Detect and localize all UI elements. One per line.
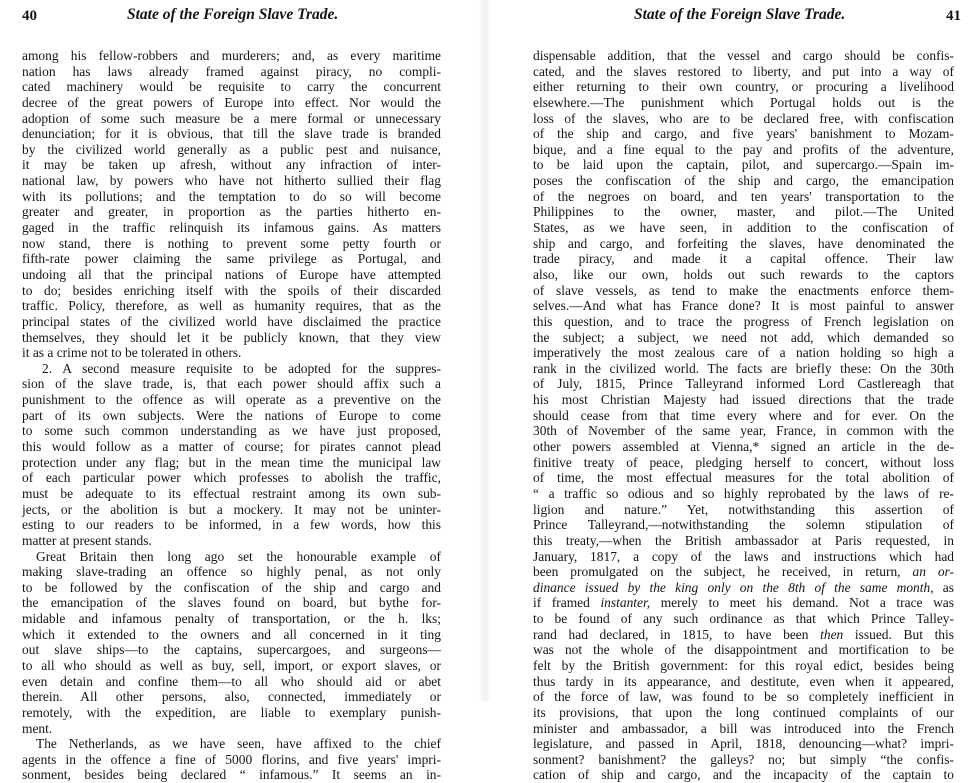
right-page-header [500, 6, 980, 30]
text-line-with-italic [533, 595, 954, 611]
text-line: remotely, with the expedition, are liable to exemplary punish- [22, 704, 441, 720]
text-line: principal states of the civilized world have disclaimed the practice [22, 313, 441, 329]
text-line-with-italic [533, 564, 954, 580]
text-line: of the negroes on board, and ten years' transportation to the [533, 188, 954, 204]
text-line: denunciation; for it is obvious, that till the slave trade is branded [22, 126, 441, 142]
text-line: cated, and the slaves restored to liberty, and put into a way of [533, 63, 954, 79]
text-line: finitive treaty of peace, pledging herself to concert, without loss [533, 454, 954, 470]
text-line: making slave-trading an offence so highly penal, as not only [22, 564, 441, 580]
text-line: 30th of November of the same year, France, in common with the [533, 423, 954, 439]
text-line: minister and ambassador, a bill was introduced into the French [533, 720, 954, 736]
text-line: either returning to their own country, or procuring a livelihood [533, 79, 954, 95]
text-line-with-italic [533, 580, 954, 596]
left-page [0, 0, 470, 783]
text-line: the subject; a subject, we need not add, which demanded so [533, 329, 954, 345]
left-page-number: 40 [22, 8, 37, 24]
text-line: punishment to the offence as will operate as a preventive on the [22, 392, 441, 408]
text-line: matter at present stands. [22, 532, 152, 548]
left-running-title: State of the Foreign Slave Trade. [127, 6, 339, 23]
italic-segment: dinance issued by the king only on the 8th of the same month, [533, 579, 934, 595]
text-line: the emancipation of the slaves found on board, but bythe for- [22, 595, 441, 611]
text-line: even detain and confine them—to all who should aid or abet [22, 673, 441, 689]
text-line: gaged in the traffic relinquish its infamous gains. As matters [22, 220, 441, 236]
text-line: elsewhere.—The punishment which Portugal holds out is the [533, 94, 954, 110]
text-line: part of its own subjects. Were the nations of Europe to come [22, 407, 441, 423]
text-line: nation has laws already framed against piracy, no compli- [22, 63, 441, 79]
text-line: fifth-rate power claiming the same privilege as Portugal, and [22, 251, 441, 267]
text-segment: been promulgated on the subject, he received, in return, [533, 564, 901, 580]
text-line: dispensable addition, that the vessel and cargo should be confis- [533, 48, 954, 63]
text-line: jects, or the abolition is but a mockery. It may not be uninter- [22, 501, 441, 517]
text-line: protection under any flag; but in the mean time the municipal law [22, 454, 441, 470]
text-line: cated machinery would be requisite to carry the concurrent [22, 79, 441, 95]
text-line: which it extended to the owners and all concerned in it ting [22, 626, 441, 642]
text-line: decree of the great powers of Europe into effect. Nor would the [22, 94, 441, 110]
right-page [500, 0, 980, 783]
text-line: to be found of any such ordinance as that which Prince Talley- [533, 611, 954, 627]
book-gutter [478, 0, 492, 701]
italic-segment: an or- [912, 564, 955, 580]
right-running-title: State of the Foreign Slave Trade. [634, 6, 846, 23]
text-segment: merely to meet his demand. Not a trace was [650, 595, 954, 611]
text-line: ship and cargo, and forfeiting the slaves, have denominated the [533, 235, 954, 251]
text-line: this treaty,—when the British ambassador at Paris requested, in [533, 532, 954, 548]
italic-segment: instanter, [600, 595, 651, 611]
text-line: felt by the British government: for this royal edict, besides being [533, 657, 954, 673]
text-segment: if framed [533, 595, 601, 611]
text-line: January, 1817, a copy of the laws and instructions which had [533, 548, 954, 564]
right-page-body [533, 48, 954, 783]
text-line: greater and greater, in proportion as the parties hitherto en- [22, 204, 441, 220]
text-line: loss of the slaves, who are to be declared free, with confiscation [533, 110, 954, 126]
text-line: national law, by powers who have not hitherto sullied their flag [22, 173, 441, 189]
text-line: with its pollutions; and the temptation to do so will become [22, 188, 441, 204]
text-line: was not the whole of the disappointment and mortification to be [533, 642, 954, 658]
text-line: to do; besides enriching itself with the spoils of their discarded [22, 282, 441, 298]
text-line: to all who should as well as buy, sell, import, or export slaves, or [22, 657, 441, 673]
text-line: bique, and a fine equal to the pay and profits of the adventure, [533, 141, 954, 157]
text-line: should cease from that time every where and for ever. On the [533, 407, 954, 423]
text-line: of time, the most effectual measures for the total abolition of [533, 470, 954, 486]
text-line: undoing all that the principal nations of Europe have attempted [22, 266, 441, 282]
text-line: thus tardy in its appearance, and destitute, even when it appeared, [533, 673, 954, 689]
left-page-header [0, 6, 470, 30]
text-line: now stand, there is nothing to prevent some petty fourth or [22, 235, 441, 251]
text-line: legislature, and passed in April, 1818, denouncing—what? impri- [533, 736, 954, 752]
text-line: sonment, besides being declared “ infamous.” It seems an in- [22, 767, 441, 783]
text-line: of July, 1815, Prince Talleyrand informed Lord Castlereagh that [533, 376, 954, 392]
text-line: Philippines to the owner, master, and pilot.—The United [533, 204, 954, 220]
text-segment: as [933, 579, 954, 595]
text-line: its provisions, that upon the long continued complaints of our [533, 704, 954, 720]
text-line: therein. All other persons, also, connected, immediately or [22, 689, 441, 705]
text-line: ment. [22, 720, 53, 736]
text-line: to be laid upon the captain, pilot, and supercargo.—Spain im- [533, 157, 954, 173]
text-line: States, as we have seen, in addition to the confiscation of [533, 220, 954, 236]
text-line: out slave ships—to the captains, supercargoes, and surgeons— [22, 642, 441, 658]
text-line: poses the confiscation of the ship and cargo, the emancipation [533, 173, 954, 189]
text-line: esting to our readers to be informed, in a few words, how this [22, 517, 441, 533]
text-line: adoption of some such measure be a mere formal or unnecessary [22, 110, 441, 126]
text-line: sonment? banishment? the galleys? no; but simply “the confis- [533, 751, 954, 767]
text-line: traffic. Policy, therefore, as well as humanity requires, that as the [22, 298, 441, 314]
text-line: of slave vessels, as tend to make the enactments enforce them- [533, 282, 954, 298]
text-line: themselves, they should let it be publicly known, that they view [22, 329, 441, 345]
text-segment: rand had declared, in 1815, to have been [533, 626, 821, 642]
text-line: agents in the offence a fine of 5000 florins, and five years' impri- [22, 751, 441, 767]
text-line: it may be taken up afresh, without any infraction of inter- [22, 157, 441, 173]
paragraph-start-line: 2. A second measure requisite to be adopted for the suppres- [42, 360, 441, 376]
text-line: to be followed by the confiscation of the ship and cargo and [22, 579, 441, 595]
paragraph-start-line: The Netherlands, as we have seen, have affixed to the chief [36, 736, 441, 752]
italic-segment: then [820, 626, 844, 642]
text-segment: issued. But this [843, 626, 954, 642]
text-line: rank in the civilized world. The facts are briefly these: On the 30th [533, 360, 954, 376]
text-line: imperatively the most zealous care of a nation holding so high a [533, 345, 954, 361]
text-line: of the ship and cargo, and five years' banishment to Mozam- [533, 126, 954, 142]
text-line: his most Christian Majesty had issued directions that the trade [533, 392, 954, 408]
text-line: Prince Talleyrand,—notwithstanding the solemn stipulation of [533, 517, 954, 533]
text-line: among his fellow-robbers and murderers; and, as every maritime [22, 48, 441, 63]
text-line: this question, and to trace the progress of French legislation on [533, 313, 954, 329]
text-line: by the civilized world generally as a public pest and nuisance, [22, 141, 441, 157]
text-line: must be adequate to its effectual restraint among its own sub- [22, 485, 441, 501]
text-line: to some such common understanding as we have just proposed, [22, 423, 441, 439]
text-line: “ a traffic so odious and so highly reprobated by the laws of re- [533, 485, 954, 501]
paragraph-start-line: Great Britain then long ago set the honourable example of [36, 548, 441, 564]
right-page-number: 41 [946, 8, 961, 24]
text-line: trade piracy, and made it a capital offence. Their law [533, 251, 954, 267]
text-line: of the force of law, was found to be so completely inefficient in [533, 689, 954, 705]
text-line-with-italic [533, 627, 954, 643]
text-line: it as a crime not to be tolerated in others. [22, 345, 242, 361]
left-page-body [22, 48, 441, 783]
text-line: cation of ship and cargo, and the incapacity of the captain to [533, 767, 954, 783]
text-line: midable and infamous penalty of transportation, or the h. lks; [22, 611, 441, 627]
text-line: selves.—And what has France done? It is most painful to answer [533, 298, 954, 314]
text-line: sion of the slave trade, is, that each power should affix such a [22, 376, 441, 392]
text-line: this would follow as a matter of course; for pirates cannot plead [22, 439, 441, 455]
text-line: other powers assembled at Vienna,* signed an article in the de- [533, 439, 954, 455]
text-line: also, like our own, holds out such rewards to the captors [533, 266, 954, 282]
text-line: of each particular power which professes to abolish the traffic, [22, 470, 441, 486]
text-line: ligion and nature.” Yet, notwithstanding this assertion of [533, 501, 954, 517]
